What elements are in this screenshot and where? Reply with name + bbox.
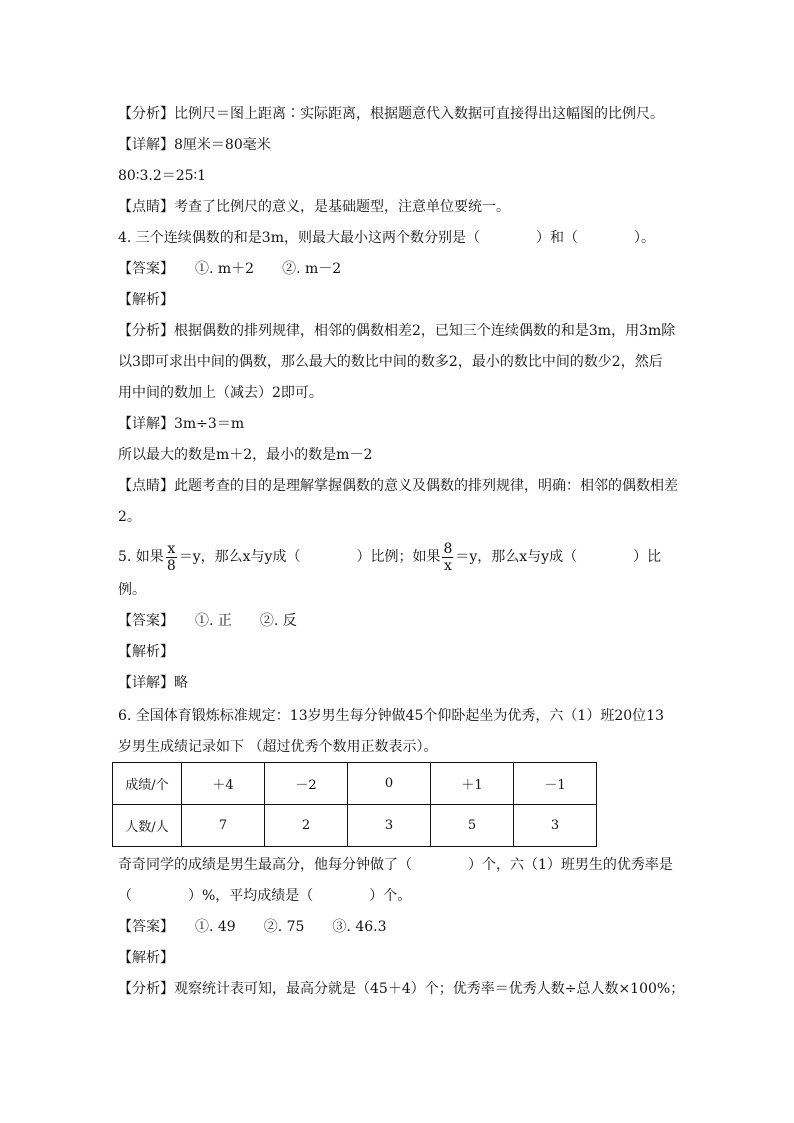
q4-jiexi-label: 【解析】 — [118, 292, 174, 308]
q6-followup-line1: 奇奇同学的成绩是男生最高分，他每分钟做了（ ）个，六（1）班男生的优秀率是 — [118, 857, 673, 873]
q4-detail: 【详解】3m÷3＝m — [118, 416, 245, 432]
table-cell: 3 — [514, 805, 597, 847]
q4-analysis-line3: 用中间的数加上（减去）2即可。 — [118, 385, 323, 401]
table-cell: 成绩/个 — [113, 763, 182, 805]
table-cell: 3 — [348, 805, 431, 847]
sec3-analysis: 【分析】比例尺＝图上距离∶实际距离，根据题意代入数据可直接得出这幅图的比例尺。 — [118, 106, 664, 122]
table-cell: ＋4 — [182, 763, 265, 805]
table-cell: 2 — [265, 805, 348, 847]
sec3-comment: 【点睛】考查了比例尺的意义，是基础题型，注意单位要统一。 — [118, 199, 510, 215]
table-cell: 0 — [348, 763, 431, 805]
q6-jiexi-label: 【解析】 — [118, 950, 174, 966]
q5-question-line2: 例。 — [118, 582, 146, 598]
table-cell: 5 — [431, 805, 514, 847]
table-cell: ＋1 — [431, 763, 514, 805]
q6-followup-line2: （ ）%，平均成绩是（ ）个。 — [118, 888, 412, 904]
table-cell: 7 — [182, 805, 265, 847]
q6-question-line1: 6. 全国体育锻炼标准规定：13岁男生每分钟做45个仰卧起坐为优秀，六（1）班20位13 — [118, 708, 664, 724]
sec3-calculation: 80∶3.2＝25∶1 — [118, 168, 207, 184]
q5-fraction-x-over-8: $\frac{x}{8}$ — [166, 540, 176, 574]
q5-suffix: ＝y，那么x与y成（ ）比 — [455, 549, 662, 565]
q5-fraction-8-over-x: $\frac{8}{x}$ — [443, 540, 453, 574]
q6-analysis: 【分析】观察统计表可知，最高分就是（45＋4）个；优秀率＝优秀人数÷总人数×100%； — [118, 981, 685, 997]
sec3-detail: 【详解】8厘米＝80毫米 — [118, 137, 271, 153]
score-table — [112, 762, 597, 847]
table-row — [113, 805, 597, 847]
q6-question-line2: 岁男生成绩记录如下 （超过优秀个数用正数表示）。 — [118, 739, 438, 755]
q4-analysis-line1: 【分析】根据偶数的排列规律，相邻的偶数相差2，已知三个连续偶数的和是3m，用3m除 — [118, 323, 676, 339]
q5-middle: ＝y，那么x与y成（ ）比例；如果 — [178, 549, 441, 565]
table-cell: －1 — [514, 763, 597, 805]
q4-analysis-line2: 以3即可求出中间的偶数，那么最大的数比中间的数多2，最小的数比中间的数少2，然后 — [118, 354, 663, 370]
q6-answer: 【答案】 ①. 49 ②. 75 ③. 46.3 — [118, 919, 387, 935]
q5-answer: 【答案】 ①. 正 ②. 反 — [118, 613, 297, 629]
table-row — [113, 763, 597, 805]
q4-conclusion: 所以最大的数是m＋2，最小的数是m－2 — [118, 447, 373, 463]
q4-answer: 【答案】 ①. m＋2 ②. m－2 — [118, 261, 342, 277]
q5-prefix: 5. 如果 — [118, 549, 164, 565]
q4-comment-line1: 【点睛】此题考查的目的是理解掌握偶数的意义及偶数的排列规律，明确：相邻的偶数相差 — [118, 478, 678, 494]
table-cell: －2 — [265, 763, 348, 805]
q5-question-line1 — [118, 540, 661, 574]
q5-jiexi-label: 【解析】 — [118, 644, 174, 660]
table-cell: 人数/人 — [113, 805, 182, 847]
q5-detail: 【详解】略 — [118, 675, 188, 691]
q4-comment-line2: 2。 — [118, 509, 141, 525]
q4-question: 4. 三个连续偶数的和是3m，则最大最小这两个数分别是（ ）和（ ）。 — [118, 230, 655, 246]
